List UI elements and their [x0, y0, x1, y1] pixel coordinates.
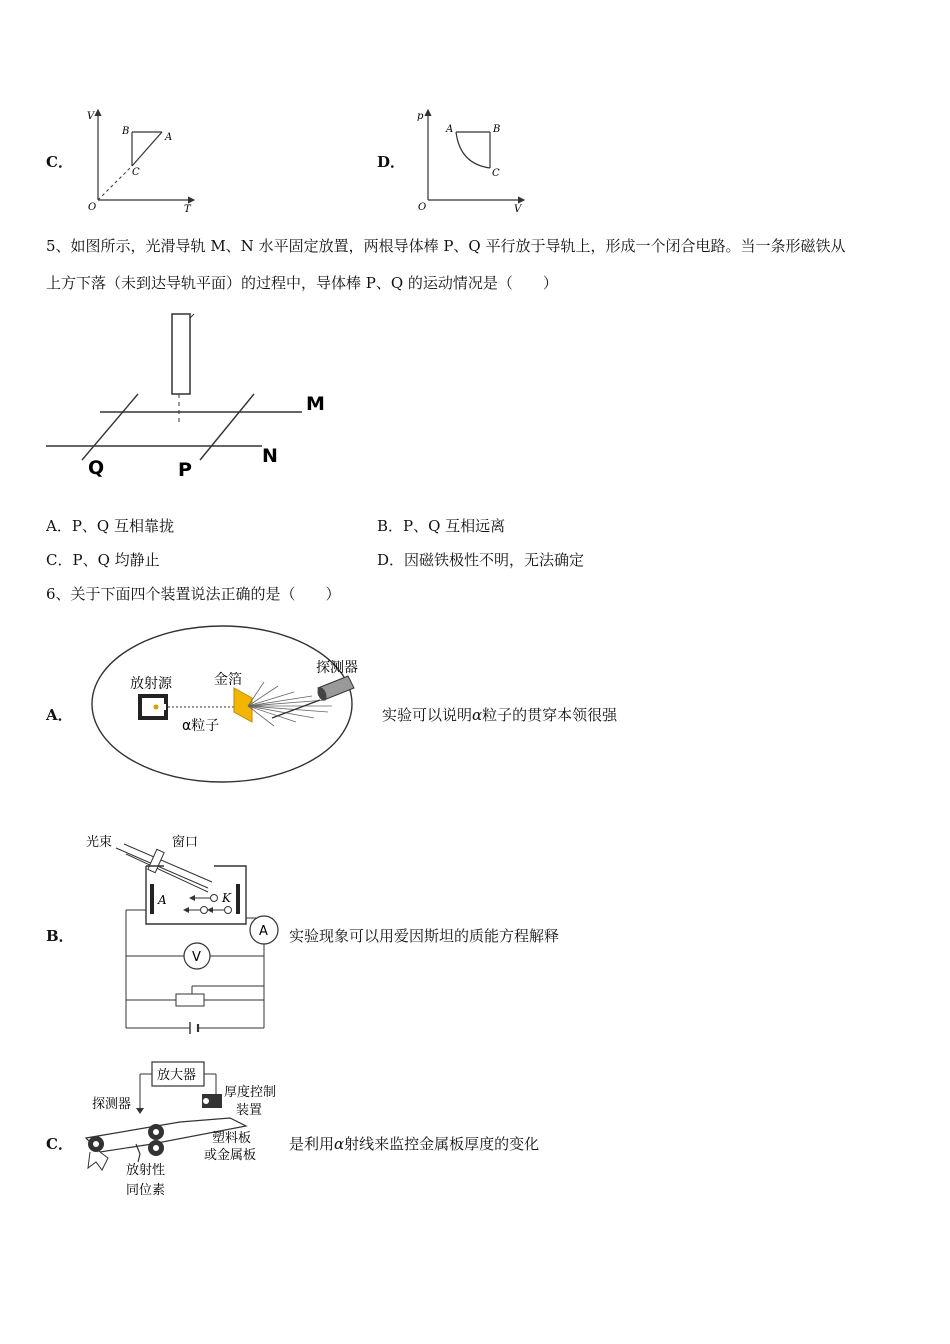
- q6a-figure-alpha-scattering: [88, 622, 378, 788]
- point-b: B: [493, 124, 501, 135]
- q6c-text-post: 射线来监控金属板厚度的变化: [344, 1135, 540, 1153]
- q6c-text-pre: 是利用: [289, 1135, 335, 1153]
- q5-option-b[interactable]: B．P、Q 互相远离: [377, 517, 506, 535]
- q6-option-c-text[interactable]: [289, 1134, 539, 1154]
- label-window: 窗口: [172, 835, 199, 850]
- alpha-symbol: α: [334, 1135, 345, 1153]
- origin-label: O: [418, 202, 427, 213]
- point-c: C: [492, 168, 500, 179]
- detector: [272, 676, 354, 718]
- detector: [136, 1108, 144, 1114]
- axis-label-v: V: [514, 204, 522, 215]
- option-d-label: D．: [377, 153, 406, 171]
- axis-label-v: V: [87, 111, 95, 122]
- label-cathode: K: [222, 891, 231, 905]
- graph-c-vt: [82, 104, 202, 216]
- label-voltmeter: V: [192, 950, 201, 965]
- vacuum-chamber: [92, 626, 352, 782]
- q6-option-a-text[interactable]: [382, 705, 617, 725]
- q5-option-a[interactable]: A．P、Q 互相靠拢: [46, 517, 174, 535]
- rod-q: [82, 394, 138, 460]
- label-thickness-1: 厚度控制: [224, 1085, 277, 1100]
- point-b: B: [122, 126, 130, 137]
- window: [148, 849, 164, 872]
- label-q: Q: [88, 457, 105, 479]
- label-source: 放射源: [130, 676, 172, 692]
- point-c: C: [132, 167, 140, 178]
- q5-option-d[interactable]: D．因磁铁极性不明，无法确定: [377, 551, 585, 569]
- q6-option-a-label: A．: [46, 706, 73, 724]
- q6b-figure-photoelectric: [80, 828, 290, 1034]
- q6c-figure-thickness-gauge: [80, 1056, 290, 1206]
- q6-option-b-text[interactable]: 实验现象可以用爱因斯坦的质能方程解释: [289, 927, 560, 945]
- origin-label: O: [88, 202, 97, 213]
- q5-option-c[interactable]: C．P、Q 均静止: [46, 551, 160, 569]
- q5-stem-line1: 5、如图所示，光滑导轨 M、N 水平固定放置，两根导体棒 P、Q 平行放于导轨上，形成一个闭合电路。当一条形磁铁从: [46, 237, 846, 255]
- bar-magnet: [172, 314, 190, 394]
- point-a: A: [446, 124, 454, 135]
- label-source-1: 放射性: [126, 1163, 166, 1178]
- label-n: N: [262, 445, 278, 467]
- dashed-line: [98, 166, 132, 200]
- light-beam: [116, 844, 212, 892]
- q6-option-c-label: C．: [46, 1135, 73, 1153]
- axis-label-t: T: [184, 204, 191, 215]
- label-detector: 探测器: [92, 1097, 132, 1112]
- point-a: A: [165, 132, 173, 143]
- q6-option-b-label: B．: [46, 927, 74, 945]
- cathode-plate: [236, 884, 240, 914]
- label-amplifier: 放大器: [157, 1068, 197, 1083]
- label-beam: 光束: [86, 835, 113, 850]
- alpha-symbol: α: [472, 706, 483, 724]
- segment-ac: [132, 132, 162, 166]
- rod-p: [200, 394, 254, 460]
- option-c-label: C．: [46, 153, 73, 171]
- graph-d-pv: [412, 104, 532, 216]
- q6a-text-pre: 实验可以说明: [382, 706, 473, 724]
- label-detector: 探测器: [316, 660, 358, 676]
- label-plate-1: 塑料板: [212, 1131, 252, 1146]
- label-thickness-2: 装置: [236, 1103, 263, 1118]
- label-source-2: 同位素: [126, 1183, 166, 1198]
- q5-figure-rails-magnet: [40, 308, 340, 488]
- q6-stem: 6、关于下面四个装置说法正确的是（ ）: [46, 585, 341, 603]
- label-alpha-particle: α粒子: [182, 718, 220, 734]
- label-plate-2: 或金属板: [204, 1148, 257, 1163]
- q5-stem-line2: 上方下落（未到达导轨平面）的过程中，导体棒 P、Q 的运动情况是（ ）: [46, 274, 558, 292]
- isotherm-curve: [456, 132, 490, 168]
- axis-label-p: p: [417, 111, 424, 122]
- circuit: [126, 910, 264, 1034]
- label-ammeter: A: [259, 924, 268, 939]
- label-foil: 金箔: [214, 672, 242, 688]
- label-anode: A: [158, 893, 167, 907]
- label-p: P: [178, 459, 192, 481]
- q6a-text-post: 粒子的贯穿本领很强: [482, 706, 618, 724]
- anode-plate: [150, 884, 154, 914]
- label-m: M: [306, 393, 325, 415]
